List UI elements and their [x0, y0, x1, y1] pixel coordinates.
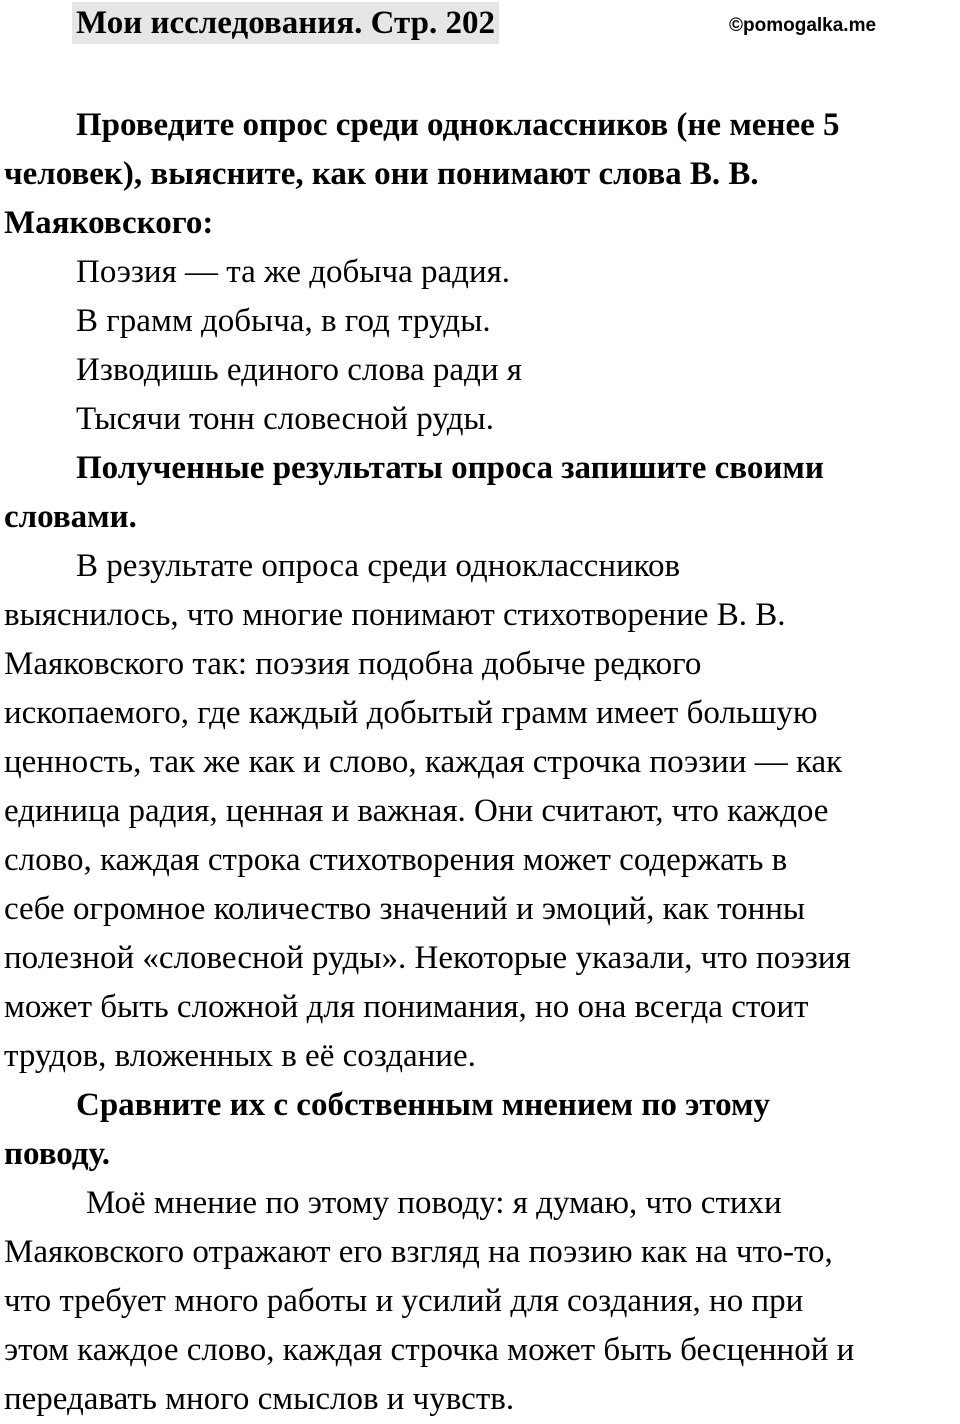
page-title: Мои исследования. Стр. 202 [72, 2, 499, 44]
page-header [0, 0, 960, 50]
document-body [4, 101, 960, 1424]
poem-line: Тысячи тонн словесной руды. [76, 401, 494, 437]
poem-line: Поэзия — та же добыча радия. [76, 254, 511, 290]
task2-question: Полученные результаты опроса запишите своими словами. [4, 450, 824, 535]
poem-line: Изводишь единого слова ради я [76, 352, 522, 388]
watermark: ©pomogalka.me [729, 15, 877, 36]
task3-question: Сравните их с собственным мнением по этому поводу. [4, 1087, 770, 1172]
task2-answer: В результате опроса среди одноклассников выяснилось, что многие понимают стихотворение В. В. Маяковского так: поэзия подобна добыче редкого ископаемого, где каждый добытый грамм имеет большую ценность, так же как и слово, каждая строчка поэзии — как единица радия, ценная и важная. Они считают, что каждое слово, каждая строка стихотворения может содержать в себе огромное количество значений и эмоций, как тонны полезной «словесной руды». Некоторые указали, что поэзия может быть сложной для понимания, но она всегда стоит трудов, вложенных в её создание. [4, 548, 851, 1074]
task1-question: Проведите опрос среди одноклассников (не менее 5 человек), выясните, как они понимают слова В. В. Маяковского: [4, 107, 840, 241]
poem-line: В грамм добыча, в год труды. [76, 303, 491, 339]
poem-quote [4, 248, 960, 444]
task3-answer: Моё мнение по этому поводу: я думаю, что стихи Маяковского отражают его взгляд на поэзию как на что-то, что требует много работы и усилий для создания, но при этом каждое слово, каждая строчка может быть бесценной и передавать много смыслов и чувств. [4, 1185, 855, 1417]
